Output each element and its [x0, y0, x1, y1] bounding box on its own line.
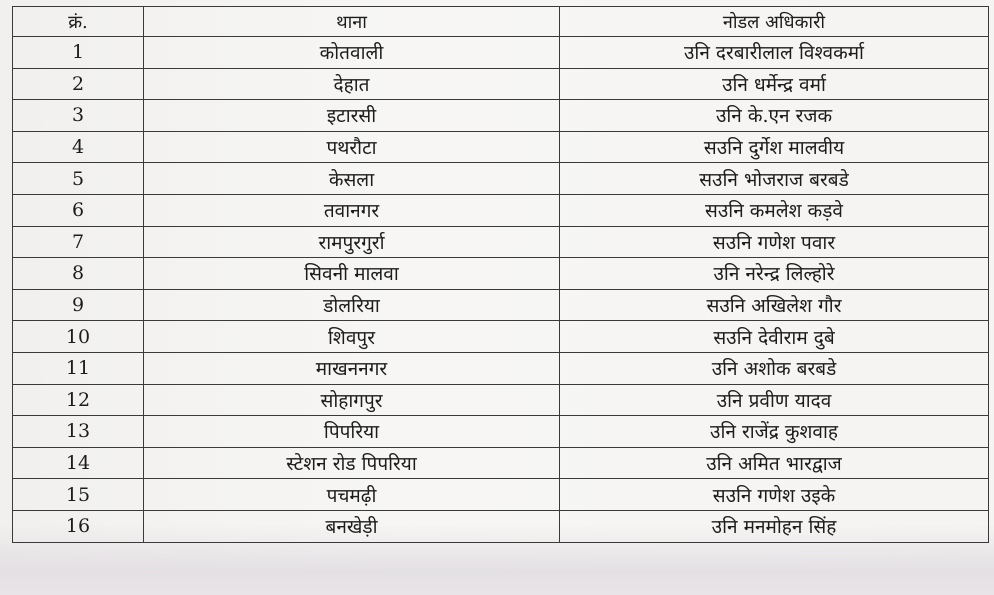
cell-officer: सउनि अखिलेश गौर — [560, 289, 989, 321]
cell-station: तवानगर — [144, 194, 560, 226]
cell-serial: 2 — [13, 68, 144, 100]
table-row — [13, 131, 989, 163]
cell-officer: उनि दरबारीलाल विश्वकर्मा — [560, 37, 989, 69]
cell-officer: उनि राजेंद्र कुशवाह — [560, 416, 989, 448]
cell-officer: उनि मनमोहन सिंह — [560, 510, 989, 542]
table-row — [13, 289, 989, 321]
cell-officer: उनि नरेन्द्र लिल्होरे — [560, 258, 989, 290]
cell-serial: 10 — [13, 321, 144, 353]
cell-serial: 1 — [13, 37, 144, 69]
cell-serial: 12 — [13, 384, 144, 416]
cell-officer: उनि के.एन रजक — [560, 100, 989, 132]
cell-station: डोलरिया — [144, 289, 560, 321]
cell-serial: 3 — [13, 100, 144, 132]
cell-serial: 16 — [13, 510, 144, 542]
cell-station: पचमढ़ी — [144, 479, 560, 511]
cell-serial: 7 — [13, 226, 144, 258]
table-row — [13, 447, 989, 479]
cell-serial: 9 — [13, 289, 144, 321]
nodal-officer-table — [12, 6, 989, 543]
cell-station: स्टेशन रोड पिपरिया — [144, 447, 560, 479]
cell-station: शिवपुर — [144, 321, 560, 353]
cell-station: सिवनी मालवा — [144, 258, 560, 290]
table-row — [13, 321, 989, 353]
table-row — [13, 352, 989, 384]
table-row — [13, 258, 989, 290]
cell-officer: उनि अशोक बरबडे — [560, 352, 989, 384]
cell-station: कोतवाली — [144, 37, 560, 69]
cell-station: बनखेड़ी — [144, 510, 560, 542]
table-row — [13, 100, 989, 132]
cell-officer: सउनि देवीराम दुबे — [560, 321, 989, 353]
table-row — [13, 384, 989, 416]
table-row — [13, 163, 989, 195]
cell-officer: उनि धर्मेन्द्र वर्मा — [560, 68, 989, 100]
cell-station: इटारसी — [144, 100, 560, 132]
table-row — [13, 479, 989, 511]
cell-serial: 15 — [13, 479, 144, 511]
cell-station: पथरौटा — [144, 131, 560, 163]
cell-officer: सउनि भोजराज बरबडे — [560, 163, 989, 195]
cell-station: माखननगर — [144, 352, 560, 384]
cell-station: सोहागपुर — [144, 384, 560, 416]
cell-officer: सउनि कमलेश कड़वे — [560, 194, 989, 226]
cell-officer: सउनि गणेश पवार — [560, 226, 989, 258]
table-row — [13, 194, 989, 226]
cell-officer: उनि प्रवीण यादव — [560, 384, 989, 416]
cell-officer: सउनि गणेश उइके — [560, 479, 989, 511]
cell-serial: 5 — [13, 163, 144, 195]
table-row — [13, 68, 989, 100]
table-header-row — [13, 7, 989, 37]
header-station: थाना — [144, 7, 560, 37]
header-serial: क्रं. — [13, 7, 144, 37]
cell-serial: 6 — [13, 194, 144, 226]
cell-station: केसला — [144, 163, 560, 195]
table-row — [13, 416, 989, 448]
cell-serial: 13 — [13, 416, 144, 448]
cell-officer: उनि अमित भारद्वाज — [560, 447, 989, 479]
cell-serial: 14 — [13, 447, 144, 479]
cell-serial: 11 — [13, 352, 144, 384]
cell-station: रामपुरगुर्रा — [144, 226, 560, 258]
header-officer: नोडल अधिकारी — [560, 7, 989, 37]
cell-serial: 4 — [13, 131, 144, 163]
cell-station: देहात — [144, 68, 560, 100]
cell-station: पिपरिया — [144, 416, 560, 448]
nodal-officer-table-container — [12, 6, 988, 543]
table-row — [13, 37, 989, 69]
table-row — [13, 226, 989, 258]
cell-officer: सउनि दुर्गेश मालवीय — [560, 131, 989, 163]
cell-serial: 8 — [13, 258, 144, 290]
table-row — [13, 510, 989, 542]
